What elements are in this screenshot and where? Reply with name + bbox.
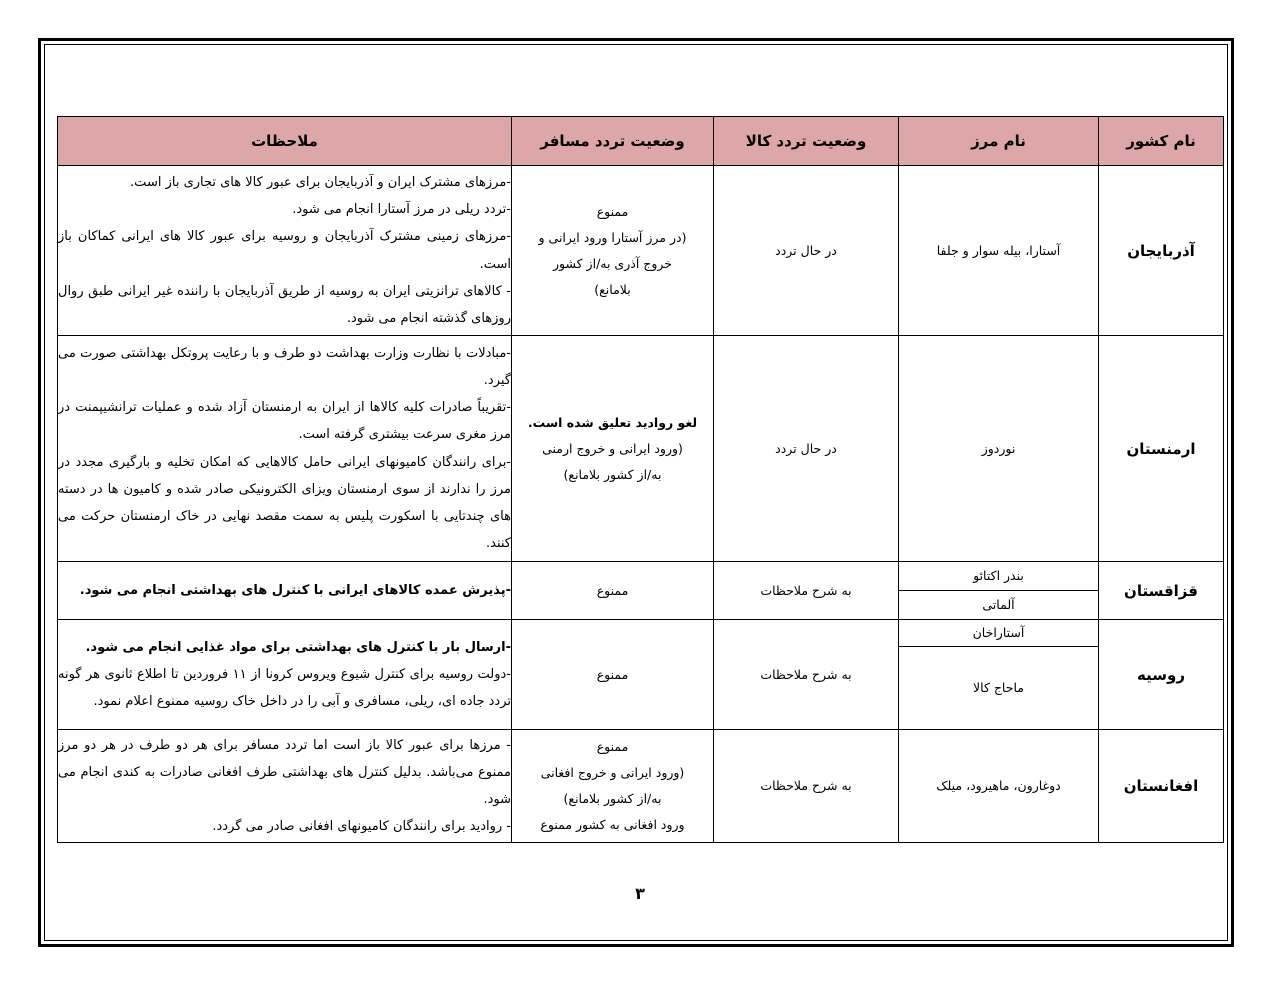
country-cell: آذربایجان <box>1099 166 1224 336</box>
border-cell: آستارا، بیله سوار و جلفا <box>899 166 1099 336</box>
passenger-line: لغو روادید تعلیق شده است. <box>527 414 698 430</box>
note-line: -مرزهای مشترک ایران و آذربایجان برای عبور کالا های تجاری باز است. <box>130 174 511 190</box>
passenger-line: ممنوع <box>596 203 629 219</box>
passenger-line: (ورود ایرانی و خروج افغانی <box>540 765 685 780</box>
goods-status-cell: در حال تردد <box>714 166 899 336</box>
border-cell: آستاراخان <box>899 620 1099 647</box>
note-line: - کالاهای ترانزیتی ایران به روسیه از طریق آذربایجان با راننده غیر ایرانی طبق روال روزهای گذشته انجام می شود. <box>58 283 511 326</box>
border-cell: نوردوز <box>899 336 1099 562</box>
passenger-line: ممنوع <box>596 739 629 754</box>
note-line: - مرزها برای عبور کالا باز است اما تردد مسافر برای هر دو طرف در هر دو مرز ممنوع می‌باشد. بدلیل کنترل های بهداشتی طرف افغانی صادرات به کندی انجام می شود. <box>58 737 511 807</box>
country-cell: روسیه <box>1099 620 1224 730</box>
header-passenger: وضعیت تردد مسافر <box>512 117 714 166</box>
notes-cell <box>58 730 512 843</box>
goods-status-cell: به شرح ملاحظات <box>714 730 899 843</box>
header-country: نام کشور <box>1099 117 1224 166</box>
note-line: -تقریباً صادرات کلیه کالاها از ایران به ارمنستان آزاد شده و عملیات ترانشیپمنت در مرز مغری سرعت بیشتری گرفته است. <box>58 400 511 443</box>
goods-status-cell: به شرح ملاحظات <box>714 562 899 620</box>
passenger-line: به/از کشور بلامانع) <box>563 791 662 806</box>
note-line: -برای رانندگان کامیونهای ایرانی حامل کالاهایی که امکان تخلیه و بارگیری مجدد در مرز را ندارند از سوی ارمنستان ویزای الکترونیکی صادر شده و کامیون ها در دسته های چندتایی با اسکورت پلیس به سمت مقصد نهایی در خاک ارمنستان حرکت می کنند. <box>58 454 511 552</box>
border-status-table <box>57 116 1224 843</box>
header-notes: ملاحظات <box>58 117 512 166</box>
header-goods: وضعیت تردد کالا <box>714 117 899 166</box>
passenger-status-cell: ممنوع <box>512 620 714 730</box>
border-cell: دوغارون، ماهیرود، میلک <box>899 730 1099 843</box>
notes-cell <box>58 620 512 730</box>
border-cell: ماحاج کالا <box>899 647 1099 730</box>
country-cell: قزاقستان <box>1099 562 1224 620</box>
note-line: -مرزهای زمینی مشترک آذربایجان و روسیه برای عبور کالا های ایرانی کماکان باز است. <box>58 229 511 272</box>
goods-status-cell: به شرح ملاحظات <box>714 620 899 730</box>
table-row <box>58 730 1224 843</box>
passenger-status-cell <box>512 730 714 843</box>
notes-cell <box>58 166 512 336</box>
table-row <box>58 336 1224 562</box>
notes-cell: -پذیرش عمده کالاهای ایرانی با کنترل های بهداشتی انجام می شود. <box>58 562 512 620</box>
goods-status-cell: در حال تردد <box>714 336 899 562</box>
note-line: -ارسال بار با کنترل های بهداشتی برای مواد غذایی انجام می شود. <box>85 639 511 655</box>
country-cell: ارمنستان <box>1099 336 1224 562</box>
passenger-line: ورود افغانی به کشور ممنوع <box>540 817 685 832</box>
passenger-line: به/از کشور بلامانع) <box>563 466 662 482</box>
note-line: -دولت روسیه برای کنترل شیوع ویروس کرونا از ۱۱ فروردین تا اطلاع ثانوی هر گونه تردد جاده ای، ریلی، مسافری و آبی را در داخل خاک روسیه ممنوع اعلام نمود. <box>58 666 511 710</box>
passenger-line: (ورود ایرانی و خروج ارمنی <box>542 440 683 456</box>
table-row <box>58 562 1224 591</box>
note-line: -مبادلات با نظارت وزارت بهداشت دو طرف و با رعایت پروتکل بهداشتی صورت می گیرد. <box>58 345 511 388</box>
table-row <box>58 620 1224 647</box>
notes-cell <box>58 336 512 562</box>
page-number: ۳ <box>635 884 645 903</box>
country-cell: افغانستان <box>1099 730 1224 843</box>
border-cell: بندر اکتائو <box>899 562 1099 591</box>
passenger-line: بلامانع) <box>594 281 631 297</box>
passenger-line: خروج آذری به/از کشور <box>552 255 672 271</box>
note-line: - روادید برای رانندگان کامیونهای افغانی صادر می گردد. <box>212 819 511 835</box>
header-border: نام مرز <box>899 117 1099 166</box>
passenger-status-cell: ممنوع <box>512 562 714 620</box>
passenger-line: (در مرز آستارا ورود ایرانی و <box>538 229 687 245</box>
note-line: -تردد ریلی در مرز آستارا انجام می شود. <box>292 202 511 218</box>
passenger-status-cell <box>512 336 714 562</box>
table-row <box>58 166 1224 336</box>
table-header-row <box>58 117 1224 166</box>
passenger-status-cell <box>512 166 714 336</box>
border-cell: آلماتی <box>899 591 1099 620</box>
